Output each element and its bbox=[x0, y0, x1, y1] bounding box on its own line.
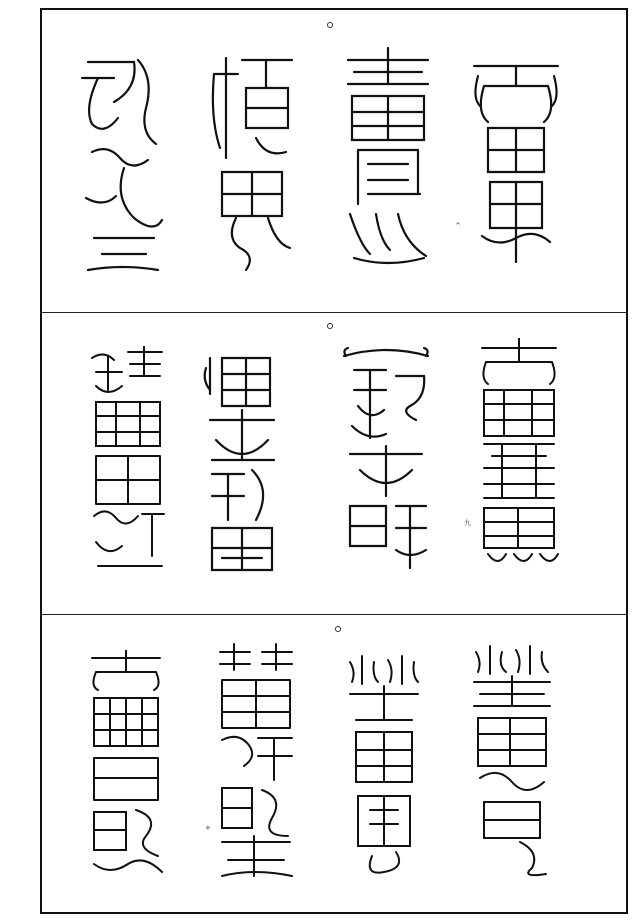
seal-script-talisman-glyph bbox=[88, 346, 168, 574]
section-divider-2 bbox=[40, 614, 628, 615]
section-marker-circle bbox=[327, 323, 333, 329]
seal-script-talisman-glyph bbox=[214, 640, 298, 880]
margin-mark: ^ bbox=[455, 222, 461, 230]
seal-script-talisman-glyph bbox=[468, 52, 564, 270]
seal-script-talisman-glyph bbox=[340, 346, 432, 572]
seal-script-talisman-glyph bbox=[474, 338, 564, 570]
seal-script-talisman-glyph bbox=[340, 44, 436, 272]
section-marker-circle bbox=[335, 626, 341, 632]
seal-script-talisman-glyph bbox=[470, 642, 554, 878]
seal-script-talisman-glyph bbox=[346, 650, 422, 880]
margin-mark: 九 bbox=[464, 519, 471, 527]
section-marker-circle bbox=[327, 22, 333, 28]
section-divider-1 bbox=[40, 312, 628, 313]
seal-script-talisman-glyph bbox=[86, 650, 166, 880]
seal-script-talisman-glyph bbox=[200, 350, 280, 576]
margin-mark: + bbox=[205, 824, 211, 832]
seal-script-talisman-glyph bbox=[74, 48, 166, 274]
seal-script-talisman-glyph bbox=[206, 48, 298, 274]
